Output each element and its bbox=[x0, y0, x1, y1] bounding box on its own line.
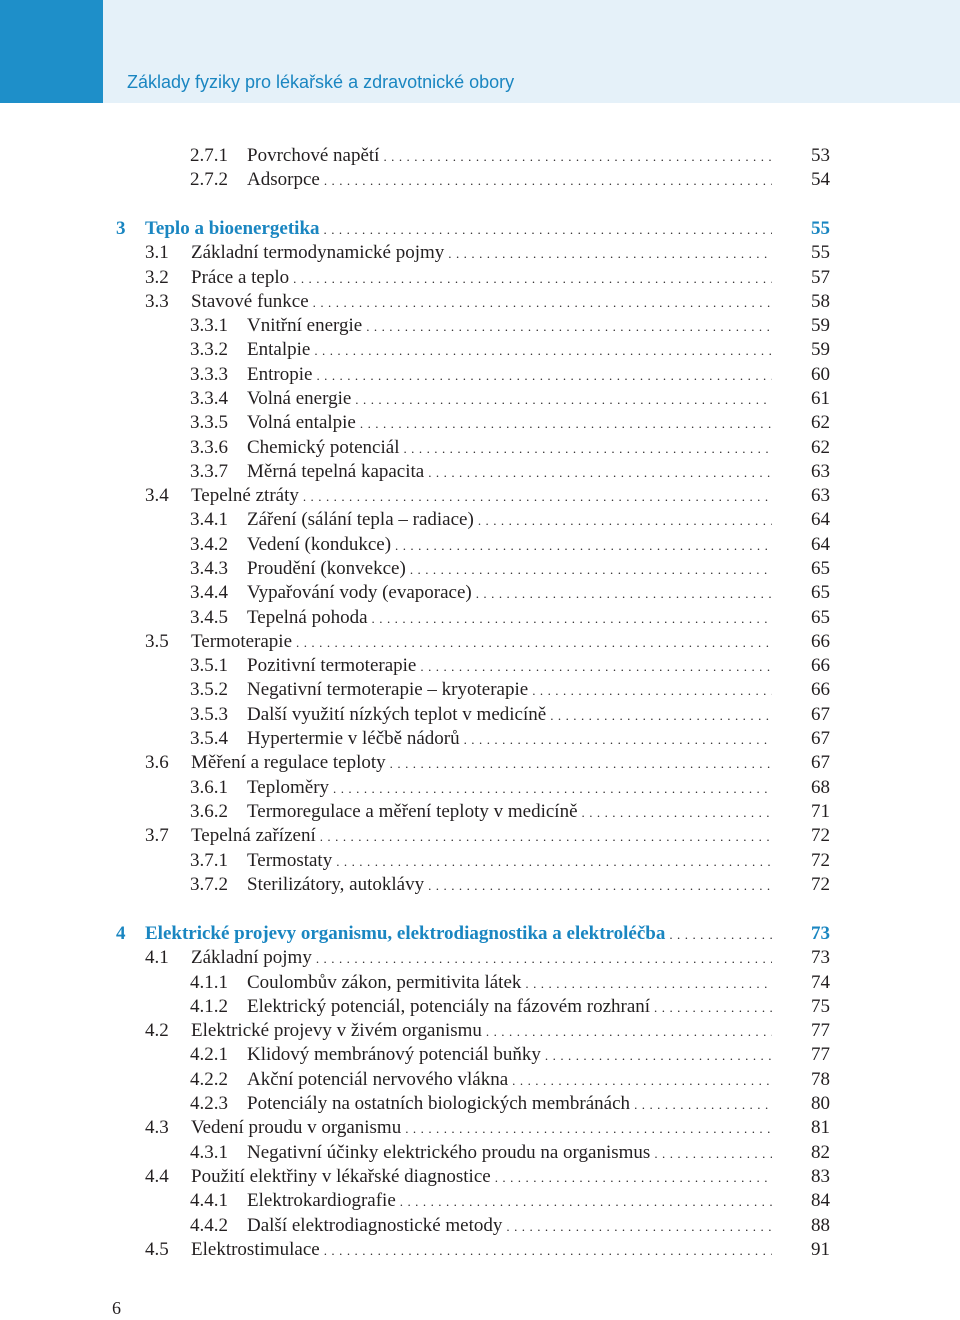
toc-entry-number: 4.1.1 bbox=[190, 972, 228, 993]
toc-entry-number: 4.5 bbox=[145, 1239, 169, 1260]
toc-entry-page: 78 bbox=[811, 1069, 830, 1090]
dot-leader bbox=[428, 873, 772, 899]
toc-entry-title: Sterilizátory, autoklávy bbox=[247, 874, 425, 895]
toc-entry-title: Entalpie bbox=[247, 339, 311, 360]
dot-leader bbox=[316, 946, 772, 972]
dot-leader bbox=[360, 411, 772, 437]
toc-entry-number: 3.6 bbox=[145, 752, 169, 773]
toc-entry-page: 71 bbox=[811, 801, 830, 822]
toc-entry-page: 66 bbox=[811, 631, 830, 652]
toc-entry-title: Další využití nízkých teplot v medicíně bbox=[247, 704, 547, 725]
toc-entry-page: 58 bbox=[811, 291, 830, 312]
toc-entry-page: 67 bbox=[811, 704, 830, 725]
toc-entry-title: Volná entalpie bbox=[247, 412, 356, 433]
toc-entry[interactable] bbox=[190, 1067, 830, 1093]
toc-entry-number: 2.7.2 bbox=[190, 169, 228, 190]
toc-entry[interactable] bbox=[190, 775, 830, 801]
toc-entry-page: 53 bbox=[811, 145, 830, 166]
toc-entry-title: Elektrokardiografie bbox=[247, 1190, 396, 1211]
toc-entry-page: 88 bbox=[811, 1215, 830, 1236]
dot-leader bbox=[448, 241, 772, 267]
toc-entry-title: Stavové funkce bbox=[191, 291, 309, 312]
toc-entry[interactable] bbox=[190, 507, 830, 533]
toc-entry-page: 72 bbox=[811, 825, 830, 846]
toc-entry-title: Elektrický potenciál, potenciály na fázovém rozhraní bbox=[247, 996, 651, 1017]
toc-entry-number: 3.5.1 bbox=[190, 655, 228, 676]
toc-entry-title: Termostaty bbox=[247, 850, 333, 871]
toc-entry-page: 60 bbox=[811, 364, 830, 385]
dot-leader bbox=[476, 581, 772, 607]
toc-entry-page: 54 bbox=[811, 169, 830, 190]
toc-entry-page: 67 bbox=[811, 752, 830, 773]
toc-entry-title: Teploměry bbox=[247, 777, 330, 798]
toc-entry-number: 3.5 bbox=[145, 631, 169, 652]
toc-entry-title: Vypařování vody (evaporace) bbox=[247, 582, 472, 603]
dot-leader bbox=[324, 168, 772, 194]
toc-entry-page: 82 bbox=[811, 1142, 830, 1163]
toc-entry-page: 72 bbox=[811, 850, 830, 871]
toc-entry[interactable] bbox=[190, 435, 830, 461]
toc-entry[interactable] bbox=[190, 1042, 830, 1068]
toc-entry-title: Základní termodynamické pojmy bbox=[191, 242, 445, 263]
toc-entry[interactable] bbox=[190, 1140, 830, 1166]
toc-entry[interactable] bbox=[190, 337, 830, 363]
toc-entry-title: Negativní termoterapie – kryoterapie bbox=[247, 679, 529, 700]
toc-entry-number: 3.3.5 bbox=[190, 412, 228, 433]
toc-entry-title: Záření (sálání tepla – radiace) bbox=[247, 509, 474, 530]
toc-entry[interactable] bbox=[145, 1164, 830, 1190]
toc-entry-title: Elektrické projevy organismu, elektrodiagnostika a elektroléčba bbox=[145, 923, 666, 944]
toc-entry-number: 3.7.2 bbox=[190, 874, 228, 895]
toc-entry-title: Vedení (kondukce) bbox=[247, 534, 392, 555]
toc-entry[interactable] bbox=[190, 1188, 830, 1214]
running-head: Základy fyziky pro lékařské a zdravotnické obory bbox=[127, 72, 515, 92]
toc-entry-title: Práce a teplo bbox=[191, 267, 290, 288]
toc-entry-page: 65 bbox=[811, 582, 830, 603]
toc-entry[interactable] bbox=[190, 605, 830, 631]
toc-entry-number: 3.4.1 bbox=[190, 509, 228, 530]
toc-entry[interactable] bbox=[145, 823, 830, 849]
toc-entry-page: 64 bbox=[811, 509, 830, 530]
toc-entry-title: Tepelné ztráty bbox=[191, 485, 299, 506]
toc-entry-number: 3.3.4 bbox=[190, 388, 228, 409]
toc-entry-number: 3.5.4 bbox=[190, 728, 228, 749]
dot-leader bbox=[405, 1116, 772, 1142]
toc-entry-number: 3.4 bbox=[145, 485, 169, 506]
toc-entry-title: Vedení proudu v organismu bbox=[191, 1117, 402, 1138]
toc-entry[interactable] bbox=[190, 313, 830, 339]
toc-entry-number: 3.5.3 bbox=[190, 704, 228, 725]
toc-entry[interactable] bbox=[190, 1091, 830, 1117]
toc-entry-number: 3.5.2 bbox=[190, 679, 228, 700]
toc-entry-number: 3.3 bbox=[145, 291, 169, 312]
toc-entry[interactable] bbox=[145, 1115, 830, 1141]
toc-entry-page: 67 bbox=[811, 728, 830, 749]
toc-entry-number: 3 bbox=[116, 218, 126, 239]
toc-entry[interactable] bbox=[190, 580, 830, 606]
toc-entry-page: 91 bbox=[811, 1239, 830, 1260]
toc-entry-title: Tepelná pohoda bbox=[247, 607, 368, 628]
toc-entry-page: 57 bbox=[811, 267, 830, 288]
toc-entry-page: 55 bbox=[811, 242, 830, 263]
toc-entry-title: Vnitřní energie bbox=[247, 315, 363, 336]
toc-entry[interactable] bbox=[190, 799, 830, 825]
toc-entry-title: Elektrické projevy v živém organismu bbox=[191, 1020, 482, 1041]
toc-entry-number: 3.6.1 bbox=[190, 777, 228, 798]
toc-entry[interactable] bbox=[190, 143, 830, 169]
toc-entry[interactable] bbox=[145, 1018, 830, 1044]
toc-entry[interactable] bbox=[190, 677, 830, 703]
toc-entry[interactable] bbox=[145, 265, 830, 291]
toc-entry-number: 3.4.5 bbox=[190, 607, 228, 628]
toc-entry[interactable] bbox=[190, 386, 830, 412]
toc-entry-page: 62 bbox=[811, 437, 830, 458]
toc-entry[interactable] bbox=[145, 483, 830, 509]
toc-entry[interactable] bbox=[190, 872, 830, 898]
toc-entry-page: 72 bbox=[811, 874, 830, 895]
toc-entry-number: 4.2 bbox=[145, 1020, 169, 1041]
toc-entry-number: 4.2.3 bbox=[190, 1093, 228, 1114]
toc-entry[interactable] bbox=[190, 653, 830, 679]
toc-entry-title: Akční potenciál nervového vlákna bbox=[247, 1069, 509, 1090]
toc-entry[interactable] bbox=[190, 556, 830, 582]
toc-entry-page: 73 bbox=[811, 923, 830, 944]
toc-entry-title: Klidový membránový potenciál buňky bbox=[247, 1044, 541, 1065]
toc-entry-number: 4.3.1 bbox=[190, 1142, 228, 1163]
toc-entry[interactable] bbox=[190, 1213, 830, 1239]
toc-entry-number: 2.7.1 bbox=[190, 145, 228, 166]
toc-entry-title: Tepelná zařízení bbox=[191, 825, 316, 846]
toc-entry[interactable] bbox=[145, 629, 830, 655]
dot-leader bbox=[314, 338, 772, 364]
toc-entry-number: 4.4 bbox=[145, 1166, 169, 1187]
toc-entry-title: Pozitivní termoterapie bbox=[247, 655, 417, 676]
toc-entry-number: 4 bbox=[116, 923, 126, 944]
toc-entry[interactable] bbox=[145, 289, 830, 315]
toc-entry-number: 3.3.6 bbox=[190, 437, 228, 458]
toc-entry-title: Elektrostimulace bbox=[191, 1239, 320, 1260]
toc-entry-number: 3.3.3 bbox=[190, 364, 228, 385]
toc-entry-title: Použití elektřiny v lékařské diagnostice bbox=[191, 1166, 491, 1187]
toc-entry-page: 81 bbox=[811, 1117, 830, 1138]
toc-entry-page: 63 bbox=[811, 461, 830, 482]
toc-entry-number: 4.4.1 bbox=[190, 1190, 228, 1211]
toc-entry-number: 4.2.2 bbox=[190, 1069, 228, 1090]
dot-leader bbox=[390, 751, 772, 777]
toc-entry-page: 74 bbox=[811, 972, 830, 993]
toc-entry-title: Povrchové napětí bbox=[247, 145, 380, 166]
dot-leader bbox=[324, 1238, 772, 1264]
toc-entry-page: 83 bbox=[811, 1166, 830, 1187]
dot-leader bbox=[478, 508, 772, 534]
toc-entry-title: Měrná tepelná kapacita bbox=[247, 461, 425, 482]
dot-leader bbox=[545, 1043, 772, 1069]
toc-entry[interactable] bbox=[145, 240, 830, 266]
toc-entry[interactable] bbox=[190, 970, 830, 996]
toc-entry-number: 4.3 bbox=[145, 1117, 169, 1138]
toc-entry-number: 3.1 bbox=[145, 242, 169, 263]
toc-entry[interactable] bbox=[190, 994, 830, 1020]
toc-entry-page: 65 bbox=[811, 558, 830, 579]
toc-entry-number: 3.3.2 bbox=[190, 339, 228, 360]
toc-entry-page: 84 bbox=[811, 1190, 830, 1211]
toc-entry-number: 4.4.2 bbox=[190, 1215, 228, 1236]
toc-entry-title: Termoterapie bbox=[191, 631, 293, 652]
toc-entry-page: 64 bbox=[811, 534, 830, 555]
dot-leader bbox=[400, 1189, 772, 1215]
toc-entry[interactable] bbox=[145, 750, 830, 776]
toc-entry-number: 3.7.1 bbox=[190, 850, 228, 871]
toc-entry-title: Adsorpce bbox=[247, 169, 320, 190]
dot-leader bbox=[320, 824, 772, 850]
toc-entry-number: 3.4.4 bbox=[190, 582, 228, 603]
page-number: 6 bbox=[112, 1298, 121, 1318]
toc-entry-page: 80 bbox=[811, 1093, 830, 1114]
toc-entry-page: 55 bbox=[811, 218, 830, 239]
toc-entry[interactable] bbox=[190, 532, 830, 558]
toc-entry[interactable] bbox=[190, 702, 830, 728]
toc-entry-number: 4.1 bbox=[145, 947, 169, 968]
toc-chapter-entry[interactable] bbox=[116, 216, 830, 242]
toc-entry-number: 3.2 bbox=[145, 267, 169, 288]
dot-leader bbox=[532, 678, 772, 704]
toc-entry-page: 77 bbox=[811, 1020, 830, 1041]
toc-entry-title: Potenciály na ostatních biologických membránách bbox=[247, 1093, 631, 1114]
toc-entry-title: Teplo a bioenergetika bbox=[145, 218, 320, 239]
toc-entry[interactable] bbox=[190, 726, 830, 752]
toc-entry-page: 77 bbox=[811, 1044, 830, 1065]
toc-entry-title: Chemický potenciál bbox=[247, 437, 400, 458]
toc-entry-page: 75 bbox=[811, 996, 830, 1017]
toc-entry-title: Proudění (konvekce) bbox=[247, 558, 406, 579]
toc-entry[interactable] bbox=[145, 945, 830, 971]
toc-entry-title: Entropie bbox=[247, 364, 313, 385]
toc-entry-page: 59 bbox=[811, 339, 830, 360]
toc-entry[interactable] bbox=[190, 459, 830, 485]
toc-entry-title: Měření a regulace teploty bbox=[191, 752, 386, 773]
toc-entry-page: 59 bbox=[811, 315, 830, 336]
toc-entry[interactable] bbox=[190, 362, 830, 388]
toc-chapter-entry[interactable] bbox=[116, 921, 830, 947]
toc-entry[interactable] bbox=[190, 848, 830, 874]
toc-entry-number: 3.6.2 bbox=[190, 801, 228, 822]
toc-entry[interactable] bbox=[190, 410, 830, 436]
toc-entry-number: 4.2.1 bbox=[190, 1044, 228, 1065]
toc-entry-title: Volná energie bbox=[247, 388, 352, 409]
toc-entry-number: 3.4.3 bbox=[190, 558, 228, 579]
toc-entry-title: Další elektrodiagnostické metody bbox=[247, 1215, 503, 1236]
toc-entry-number: 3.3.7 bbox=[190, 461, 228, 482]
toc-entry-page: 62 bbox=[811, 412, 830, 433]
toc-entry[interactable] bbox=[145, 1237, 830, 1263]
toc-entry-title: Základní pojmy bbox=[191, 947, 312, 968]
toc-entry[interactable] bbox=[190, 167, 830, 193]
toc-entry-page: 61 bbox=[811, 388, 830, 409]
toc-entry-title: Hypertermie v léčbě nádorů bbox=[247, 728, 460, 749]
toc-entry-page: 66 bbox=[811, 679, 830, 700]
toc-entry-title: Termoregulace a měření teploty v medicíně bbox=[247, 801, 578, 822]
toc-entry-number: 3.4.2 bbox=[190, 534, 228, 555]
toc-entry-title: Coulombův zákon, permitivita látek bbox=[247, 972, 522, 993]
toc-entry-page: 73 bbox=[811, 947, 830, 968]
toc-entry-number: 4.1.2 bbox=[190, 996, 228, 1017]
toc-entry-number: 3.3.1 bbox=[190, 315, 228, 336]
toc-entry-title: Negativní účinky elektrického proudu na organismus bbox=[247, 1142, 651, 1163]
toc-entry-page: 68 bbox=[811, 777, 830, 798]
toc-entry-page: 63 bbox=[811, 485, 830, 506]
toc-entry-page: 65 bbox=[811, 607, 830, 628]
toc-entry-page: 66 bbox=[811, 655, 830, 676]
toc-entry-number: 3.7 bbox=[145, 825, 169, 846]
